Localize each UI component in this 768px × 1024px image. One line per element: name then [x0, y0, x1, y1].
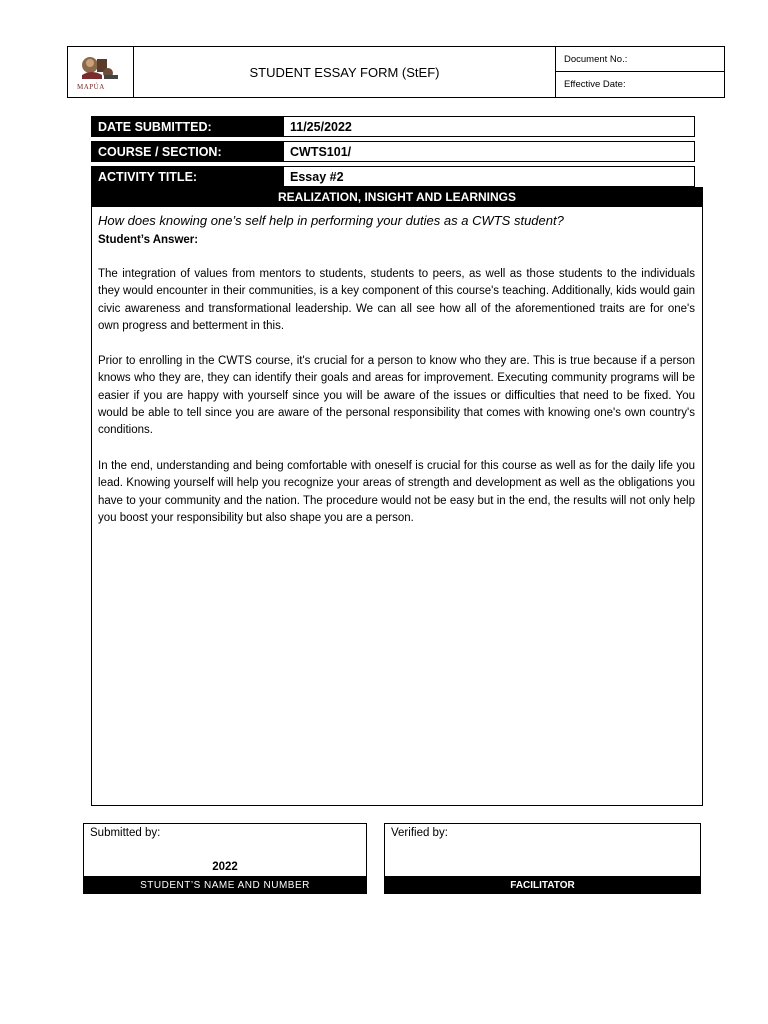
- facilitator-caption: FACILITATOR: [384, 877, 701, 894]
- university-seal-icon: [68, 49, 134, 85]
- answer-paragraph: Prior to enrolling in the CWTS course, it's crucial for a person to know who they are. This is true because if a person knows who they are, they can identify their goals and areas for improvement. Executing community programs will be easier if you are happy with yourself since you will be aware of the issues or difficulties that need to be fixed. You would be able to tell since you are aware of the personal responsibility that comes with knowing one's own country's conditions.: [98, 355, 695, 437]
- answer-paragraph: In the end, understanding and being comfortable with oneself is crucial for this course as well as for the daily life you lead. Knowing yourself will help you recognize your areas of strength and development as well as the obligations you have to your community and the nation. The procedure would not be easy but in the end, the results will not only help you boost your responsibility but also shape you are a person.: [98, 460, 695, 524]
- date-submitted-value: 11/25/2022: [290, 119, 352, 134]
- essay-box: [91, 206, 703, 806]
- verified-by-label: Verified by:: [391, 827, 448, 839]
- activity-title-row: [91, 166, 695, 187]
- section-title-bar: REALIZATION, INSIGHT AND LEARNINGS: [91, 187, 703, 206]
- student-name-caption: STUDENT’S NAME AND NUMBER: [83, 877, 367, 894]
- logo-wordmark: MAPÚA: [77, 83, 105, 91]
- activity-title-value: Essay #2: [290, 169, 344, 184]
- submitted-by-box: [83, 823, 367, 877]
- course-section-value: CWTS101/: [290, 144, 352, 159]
- form-title: STUDENT ESSAY FORM (StEF): [134, 47, 556, 97]
- essay-question: How does knowing one’s self help in performing your duties as a CWTS student?: [98, 213, 564, 228]
- date-submitted-label: DATE SUBMITTED:: [92, 117, 284, 136]
- form-header: [67, 46, 725, 98]
- course-section-label: COURSE / SECTION:: [92, 142, 284, 161]
- submitted-by-label: Submitted by:: [90, 827, 161, 839]
- verified-by-box: [384, 823, 701, 877]
- answer-paragraph: The integration of values from mentors to students, students to peers, as well as those students to the individuals they would encounter in their communities, is a key component of this course's teaching. Additionally, kids would gain civic awareness and transformational leadership. We can all see how all of the aforementioned traits are for one's own progress and betterment in this.: [98, 268, 695, 332]
- answer-label: Student’s Answer:: [98, 234, 199, 246]
- activity-title-label: ACTIVITY TITLE:: [92, 167, 284, 186]
- course-section-row: [91, 141, 695, 162]
- submitted-year: 2022: [212, 861, 238, 873]
- logo-cell: [68, 47, 134, 97]
- document-no-label: Document No.:: [556, 47, 724, 72]
- effective-date-label: Effective Date:: [564, 79, 626, 90]
- document-meta: [556, 47, 724, 97]
- date-submitted-row: [91, 116, 695, 137]
